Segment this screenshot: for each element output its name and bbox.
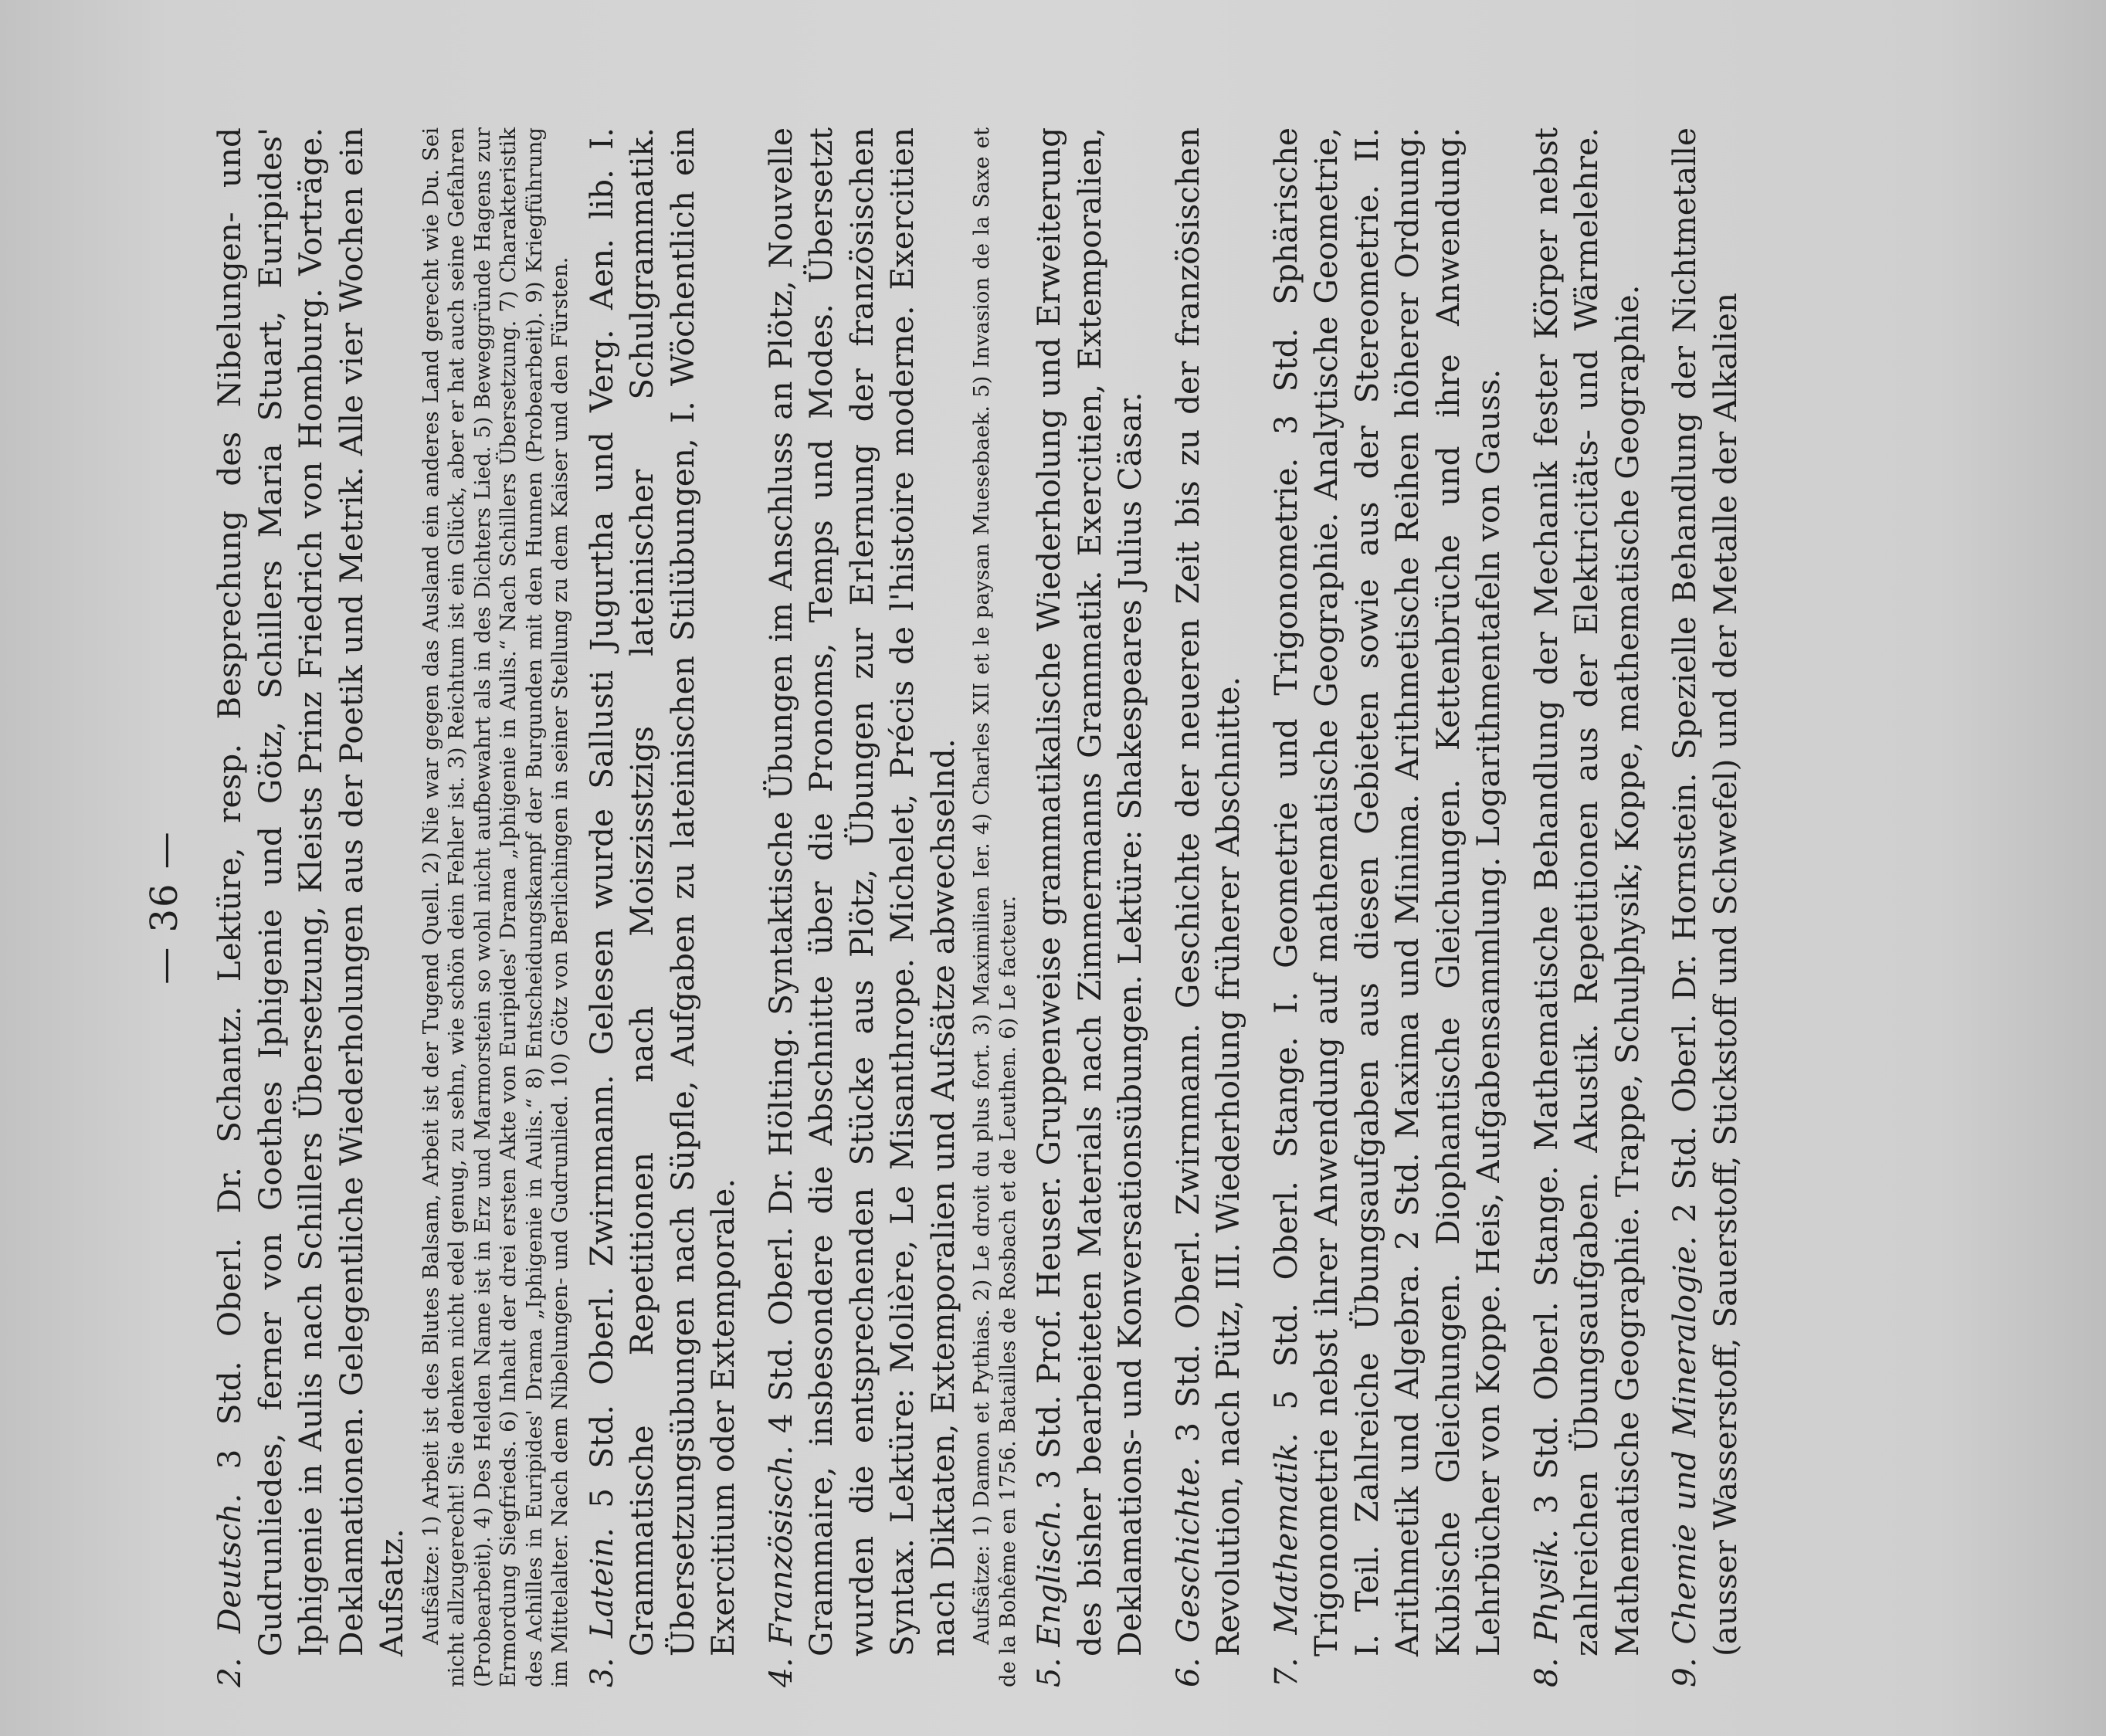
section-latein: [582, 127, 744, 1687]
section-englisch: [1029, 127, 1151, 1687]
section-franzoesisch: [761, 127, 964, 1687]
section-mathematik: [1266, 127, 1509, 1687]
section-heading: 9. Chemie und Mineralogie.: [1666, 1236, 1703, 1687]
section-text: 2 Std. Oberl. Dr. Hornstein. Spezielle Behandlung der Nichtmetalle (ausser Wasserstoff, Sauerstoff, Stickstoff und Schwefel) und der Metalle der Alkalien: [1666, 127, 1744, 1656]
section-heading: 3. Latein.: [582, 1527, 620, 1687]
section-physik: [1526, 127, 1648, 1687]
section-text: 3 Std. Prof. Heuser. Gruppenweise grammatikalische Wiederholung und Erweiterung des bisher bearbeiteten Materials nach Zimmermanns Grammatik. Exercitien, Extemporalien, Deklamations- und Konversationsübungen. Lektüre: Shakespeares Julius Cäsar.: [1030, 127, 1148, 1656]
section-chemie-mineralogie: [1664, 127, 1745, 1687]
section-deutsch: [209, 127, 412, 1687]
section-text: 5 Std. Oberl. Stange. I. Geometrie und Trigonometrie. 3 Std. Sphärische Trigonometrie nebst ihrer Anwendung auf mathematische Geographie. Analytische Geometrie, I. Teil. Zahlreiche Übungsaufgaben aus diesen Gebieten sowie aus der Stereometrie. II. Arithmetik und Algebra. 2 Std. Maxima und Minima. Arithmetische Reihen höherer Ordnung. Kubische Gleichungen. Diophantische Gleichungen. Kettenbrüche und ihre Anwendung. Lehrbücher von Koppe. Heis, Aufgabensammlung. Logarithmentafeln von Gauss.: [1267, 127, 1507, 1656]
page-number: — 36 —: [143, 830, 186, 985]
rotated-text-block: [143, 127, 1989, 1687]
section-heading: 6. Geschichte.: [1168, 1456, 1206, 1687]
section-heading: 5. Englisch.: [1030, 1500, 1067, 1687]
section-text: 5 Std. Oberl. Zwirnmann. Gelesen wurde Sallusti Jugurtha und Verg. Aen. lib. I. Grammatische Repetitionen nach Moiszisstzigs lateinischer Schulgrammatik. Übersetzungsübungen nach Süpfle, Aufgaben zu lateinischen Stilübungen, I. Wöchentlich ein Exercitium oder Extemporale.: [582, 127, 741, 1656]
section-geschichte: [1168, 127, 1249, 1687]
section-heading: 8. Physik.: [1527, 1528, 1565, 1687]
section-text: 4 Std. Oberl. Dr. Hölting. Syntaktische Übungen im Anschluss an Plötz, Nouvelle Grammaire, insbesondere die Abschnitte über die Pronoms, Temps und Modes. Übersetzt wurden die entsprechenden Stücke aus Plötz, Übungen zur Erlernung der französischen Syntax. Lektüre: Molière, Le Misanthrope. Michelet, Précis de l'histoire moderne. Exercitien nach Diktaten, Extemporalien und Aufsätze abwechselnd.: [761, 127, 961, 1656]
section-heading: 2. Deutsch.: [211, 1493, 248, 1687]
essay-list: Aufsätze: 1) Arbeit ist des Blutes Balsam, Arbeit ist der Tugend Quell. 2) Nie war gegen das Ausland ein anderes Land gerecht wie Du. Sei nicht allzugerecht! Sie denken nicht edel genug, zu sehn, wie schön dein Fehler ist. 3) Reichtum ist ein Glück, aber er hat auch seine Gefahren (Probearbeit). 4) Des Helden Name ist in Erz und Marmorstein so wohl nicht aufbewahrt als in des Dichters Lied. 5) Beweggründe Hagens zur Ermordung Siegfrieds. 6) Inhalt der drei ersten Akte von Euripides' Drama „Iphigenie in Aulis.“ Nach Schillers Übersetzung. 7) Charakteristik des Achilles in Euripides' Drama „Iphigenie in Aulis.“ 8) Entscheidungskampf der Burgunden mit den Hunnen (Probearbeit). 9) Kriegführung im Mittelalter. Nach dem Nibelungen- und Gudrunlied. 10) Götz von Berlichingen in seiner Stellung zu dem Kaiser und den Fürsten.: [418, 127, 572, 1687]
essay-list: Aufsätze: 1) Damon et Pythias. 2) Le droit du plus fort. 3) Maximilien Ier. 4) Charles XII et le paysan Muesebaek. 5) Invasion de la Saxe et de la Bohême en 1756. Batailles de Rosbach et de Leuthen. 6) Le facteur.: [969, 127, 1020, 1687]
section-heading: 4. Französisch.: [761, 1445, 799, 1687]
section-text: 3 Std. Oberl. Stange. Mathematische Behandlung der Mechanik fester Körper nebst zahlreichen Übungsaufgaben. Akustik. Repetitionen aus der Elektricitäts- und Wärmelehre. Mathematische Geographie. Trappe, Schulphysik; Koppe, mathematische Geographie.: [1527, 127, 1646, 1656]
section-heading: 7. Mathematik.: [1267, 1433, 1304, 1687]
section-text: 3 Std. Oberl. Zwirnmann. Geschichte der neueren Zeit bis zu der französischen Revolution, nach Pütz, III. Wiederholung früherer Abschnitte.: [1168, 127, 1246, 1656]
section-text: 3 Std. Oberl. Dr. Schantz. Lektüre, resp. Besprechung des Nibelungen- und Gudrunliedes, ferner von Goethes Iphigenie und Götz, Schillers Maria Stuart, Euripides' Iphigenie in Aulis nach Schillers Übersetzung, Kleists Prinz Friedrich von Homburg. Vorträge. Deklamationen. Gelegentliche Wiederholungen aus der Poetik und Metrik. Alle vier Wochen ein Aufsatz.: [211, 127, 410, 1656]
